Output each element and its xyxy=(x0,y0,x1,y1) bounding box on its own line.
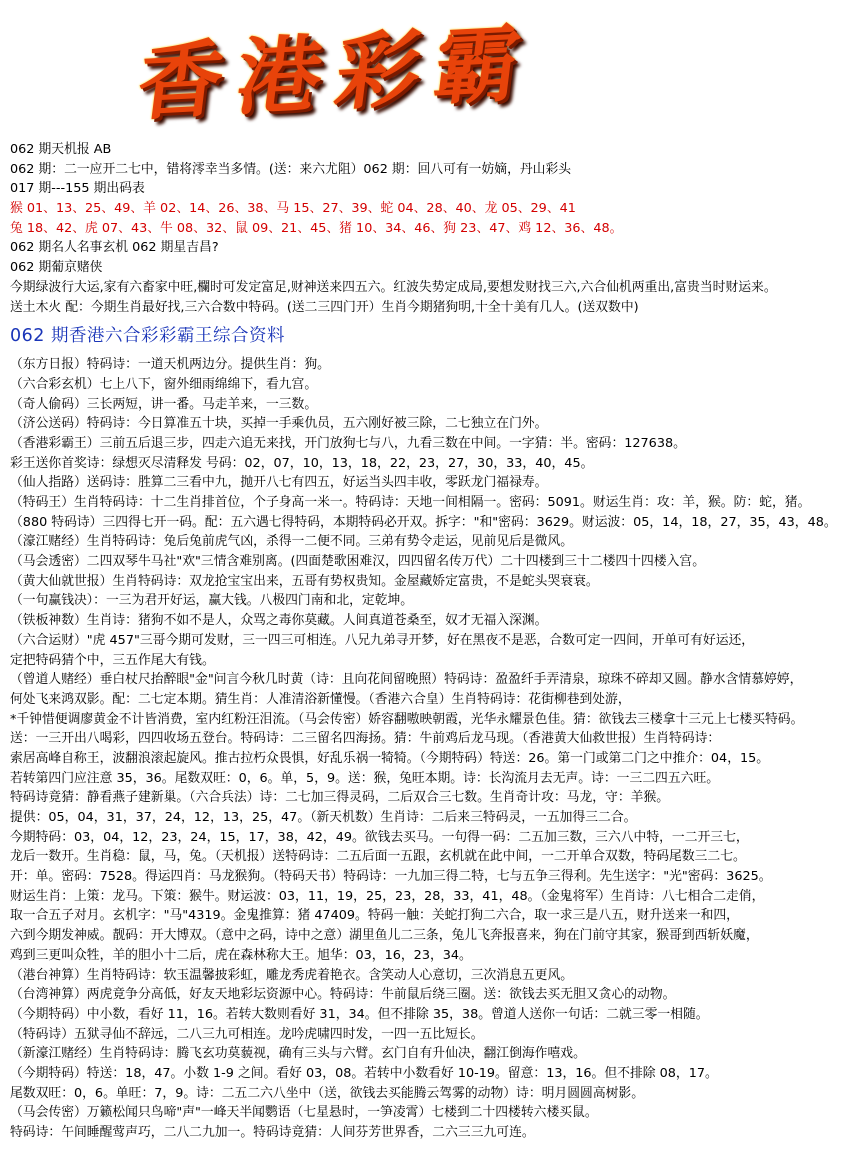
header-line: 兔 18、42、虎 07、43、牛 08、32、鼠 09、21、45、猪 10、34、46、狗 23、47、鸡 12、36、48。 xyxy=(10,220,623,236)
logo-text: 香港彩霸 xyxy=(132,12,540,133)
body-line: （880 特码诗）三四得七开一码。配：五六遇七得特码，本期特码必开双。拆字："和"密码：3629。财运波：05，14，18，27，35，43，48。 xyxy=(10,514,837,530)
body-line: （香港彩霸王）三前五后退三步，四走六追无来找，开门放狗七与八，九看三数在中间。一字猜：半。密码：127638。 xyxy=(10,435,686,451)
body-line: 特码诗：午间睡醒莺声巧，二八二九加一。特码诗竟猜：人间芬芳世界香，二六三三九可连。 xyxy=(10,1125,535,1140)
document-content xyxy=(10,140,858,1143)
body-line: 今期特码：03，04，12，23，24，15，17，38，42，49。欲钱去买马。一句得一码：二五加三数，三六八中特，一二开三七， xyxy=(10,829,749,845)
body-line: （台湾神算）两虎竟争分高低，好友天地彩坛资源中心。特码诗：牛前鼠后绕三圈。送：欲钱去买无胆又贪心的动物。 xyxy=(10,987,676,1003)
body-line: （一句赢钱决）：一三为君开好运，赢大钱。八极四门南和北，定乾坤。 xyxy=(10,593,414,609)
body-line: （黄大仙就世报）生肖特码诗：双龙抢宝宝出来，五哥有势权贵知。金屋藏娇定富贵，不是蛇头哭衰衰。 xyxy=(10,573,599,589)
body-line: 尾数双旺：0，6。单旺：7，9。诗：二五二六八坐中（送，欲钱去买能腾云驾雾的动物）诗：明月圆圆高树影。 xyxy=(10,1085,645,1101)
header-line: 062 期名人名事玄机 062 期星吉昌? xyxy=(10,240,219,256)
body-line: 六到今期发神威。靓码：开大博双。（意中之码，诗中之意）湖里鱼儿二三条，兔儿飞奔报喜来，狗在门前守其家，猴哥到西斩妖魔， xyxy=(10,928,759,944)
body-line: （铁板神数）生肖诗：猪狗不如不是人，众骂之毒你莫藏。人间真道苍桑至，奴才无福入深渊。 xyxy=(10,613,548,629)
body-line: 龙后一数开。生肖稳：鼠，马，兔。（天机报）送特码诗：二五后面一五跟，玄机就在此中间，一二开单合双数，特码尾数三二七。 xyxy=(10,849,746,865)
body-line: 提供：05，04，31，37，24，12，13，25，47。（新天机数）生肖诗：二后来三特码灵，一五加得三二合。 xyxy=(10,810,637,825)
body-lines xyxy=(10,355,858,1143)
header-line: 猴 01、13、25、49、羊 02、14、26、38、马 15、27、39、蛇 04、28、40、龙 05、29、41 xyxy=(10,201,576,217)
body-line: （奇人偷码）三长两短，讲一番。马走羊来，一三数。 xyxy=(10,396,318,412)
header-lines xyxy=(10,140,858,317)
body-line: *千钟惜便调廖黄金不计皆消费，室内红粉汪泪流。（马会传密）娇容翻嗷映朝霞，光华永耀景色佳。猜：欲钱去三楼拿十三元上七楼买特码。 xyxy=(10,711,804,727)
body-line: （濠江赌经）生肖特码诗：兔后兔前虎气凶，杀得一二便不同。三弟有势令走运，见前见后是微风。 xyxy=(10,534,574,550)
body-line: 财运生肖：上策：龙马。下策：猴牛。财运波：03，11，19，25，23，28，33，41，48。（金鬼将军）生肖诗：八七相合二走俏， xyxy=(10,888,765,904)
header-line: 062 期天机报 AB xyxy=(10,142,112,157)
body-line: 索居高峰自称王，波翻浪滚起旋风。推古拉朽众畏惧，好乱乐祸一犄犄。（今期特码）特送：26。第一门或第二门之中推介：04，15。 xyxy=(10,750,770,766)
body-line: （仙人指路）送码诗：胜算二三看中九，抛开八七有四五，好运当头四丰收，零跃龙门福禄寿。 xyxy=(10,475,548,491)
header-line: 送土木火 配：今期生肖最好找,三六合数中特码。(送二三四门开）生肖今期猪狗明,十全十美有几人。(送双数中) xyxy=(10,299,639,315)
body-line: （六合运财）"虎 457"三哥今期可发财，三一四三可相连。八兄九弟寻开梦，好在黑夜不是恶，合数可定一四间，开单可有好运还， xyxy=(10,632,755,648)
body-line: 开：单。密码：7528。得运四肖：马龙猴狗。（特码天书）特码诗：一九加三得二特，七与五争三得利。先生送字："光"密码：3625。 xyxy=(10,869,772,885)
body-line: 鸡到三更叫众牲，羊的胆小十二后，虎在森林称大王。旭华：03，16，23，34。 xyxy=(10,947,472,963)
body-line: 特码诗竟猜：静看燕子建新巢。（六合兵法）诗：二七加三得灵码，二后双合三七数。生肖奇计攻：马龙，守：羊猴。 xyxy=(10,790,670,806)
header-line: 062 期葡京赌侠 xyxy=(10,260,103,276)
header-line: 062 期：二一应开二七中，错将澪幸当多情。(送：来六尤阻）062 期：回八可有一妨嫡，丹山彩头 xyxy=(10,161,572,177)
body-line: （特码诗）五狱寻仙不辞远，二八三九可相连。龙吟虎啸四时发，一四一五比短长。 xyxy=(10,1026,484,1042)
banner-logo xyxy=(132,12,570,133)
body-line: （济公送码）特码诗：今日算准五十块，买掉一手乘仇员，五六刚好被三除，二七独立在门外。 xyxy=(10,416,548,432)
body-line: 定把特码猜个中，三五作尾大有钱。 xyxy=(10,652,215,668)
body-line: 何处飞来鸿双影。配：二七定本期。猜生肖：人准清浴新懂慢。（香港六合皇）生肖特码诗：花街柳巷到处游， xyxy=(10,691,631,707)
body-line: （六合彩玄机）七上八下，窗外细雨绵绵下，看九宫。 xyxy=(10,376,318,392)
body-line: （马会透密）二四双琴牛马社"欢"三情含难别离。(四面楚歌困难汉，四四留名传万代）二十四楼到三十二楼四十四楼入宫。 xyxy=(10,554,705,570)
body-line: （新濠江赌经）生肖特码诗：腾飞玄功莫藐视，确有三头与六臂。玄门自有升仙决，翻江倒海作嘻戏。 xyxy=(10,1046,586,1062)
body-line: 取一合五子对月。玄机字："马"4319。金鬼推算：猪 47409。特码一触：关蛇打狗二六合，取一求三是八五，财升送来一和四， xyxy=(10,908,739,924)
body-line: （曾道人赌经）垂白杖尺抬醉眼"金"问言今秋几时黄（诗：且向花间留晚照）特码诗：盈盈纤手弄清泉，琼珠不碎却又圆。静水含情慕婷婷， xyxy=(10,672,803,688)
body-line: 彩王送你首奖诗：绿想灭尽清释发 号码：02，07，10，13，18，22，23，27，30，33，40，45。 xyxy=(10,455,594,471)
body-line: （今期特码）中小数，看好 11，16。若转大数则看好 31，34。但不排除 35，38。曾道人送你一句话：二就三零一相随。 xyxy=(10,1006,709,1022)
body-line: 送：一三开出八喝彩，四四收场五登台。特码诗：二三留名四海扬。猜：牛前鸡后龙马现。（香港黄大仙救世报）生肖特码诗： xyxy=(10,731,721,747)
body-line: （今期特码）特送：18，47。小数 1-9 之间。看好 03，08。若转中小数看好 10-19。留意：13，16。但不排除 08，17。 xyxy=(10,1065,718,1081)
body-line: （港台神算）生肖特码诗：软玉温馨披彩虹，雕龙秀虎着艳衣。含笑动人心意切，三次消息五更风。 xyxy=(10,967,574,983)
body-line: （马会传密）万籁松闻只鸟啼"声"一峰天半闻鹦语（七星悬时，一笋凌霄）七楼到二十四楼转六楼买鼠。 xyxy=(10,1105,598,1121)
header-line: 今期绿波行大运,家有六畜家中旺,欄时可发定富足,财神送来四五六。红波失势定成局,要想发财找三六,六合仙机两重出,富贵当时财运来。 xyxy=(10,279,777,295)
header-line: 017 期---155 期出码表 xyxy=(10,181,145,197)
body-line: （特码王）生肖特码诗：十二生肖排首位，个子身高一米一。特码诗：天地一间相隔一。密码：5091。财运生肖：攻：羊，猴。防：蛇，猪。 xyxy=(10,495,811,510)
body-line: 若转第四门应注意 35，36。尾数双旺：0，6。单，5，9。送：猴，兔旺本期。诗：长沟流月去无声。诗：一三二四五六旺。 xyxy=(10,770,720,786)
section-title: 062 期香港六合彩彩霸王综合资料 xyxy=(10,326,285,347)
body-line: （东方日报）特码诗：一道天机两边分。提供生肖：狗。 xyxy=(10,357,330,373)
